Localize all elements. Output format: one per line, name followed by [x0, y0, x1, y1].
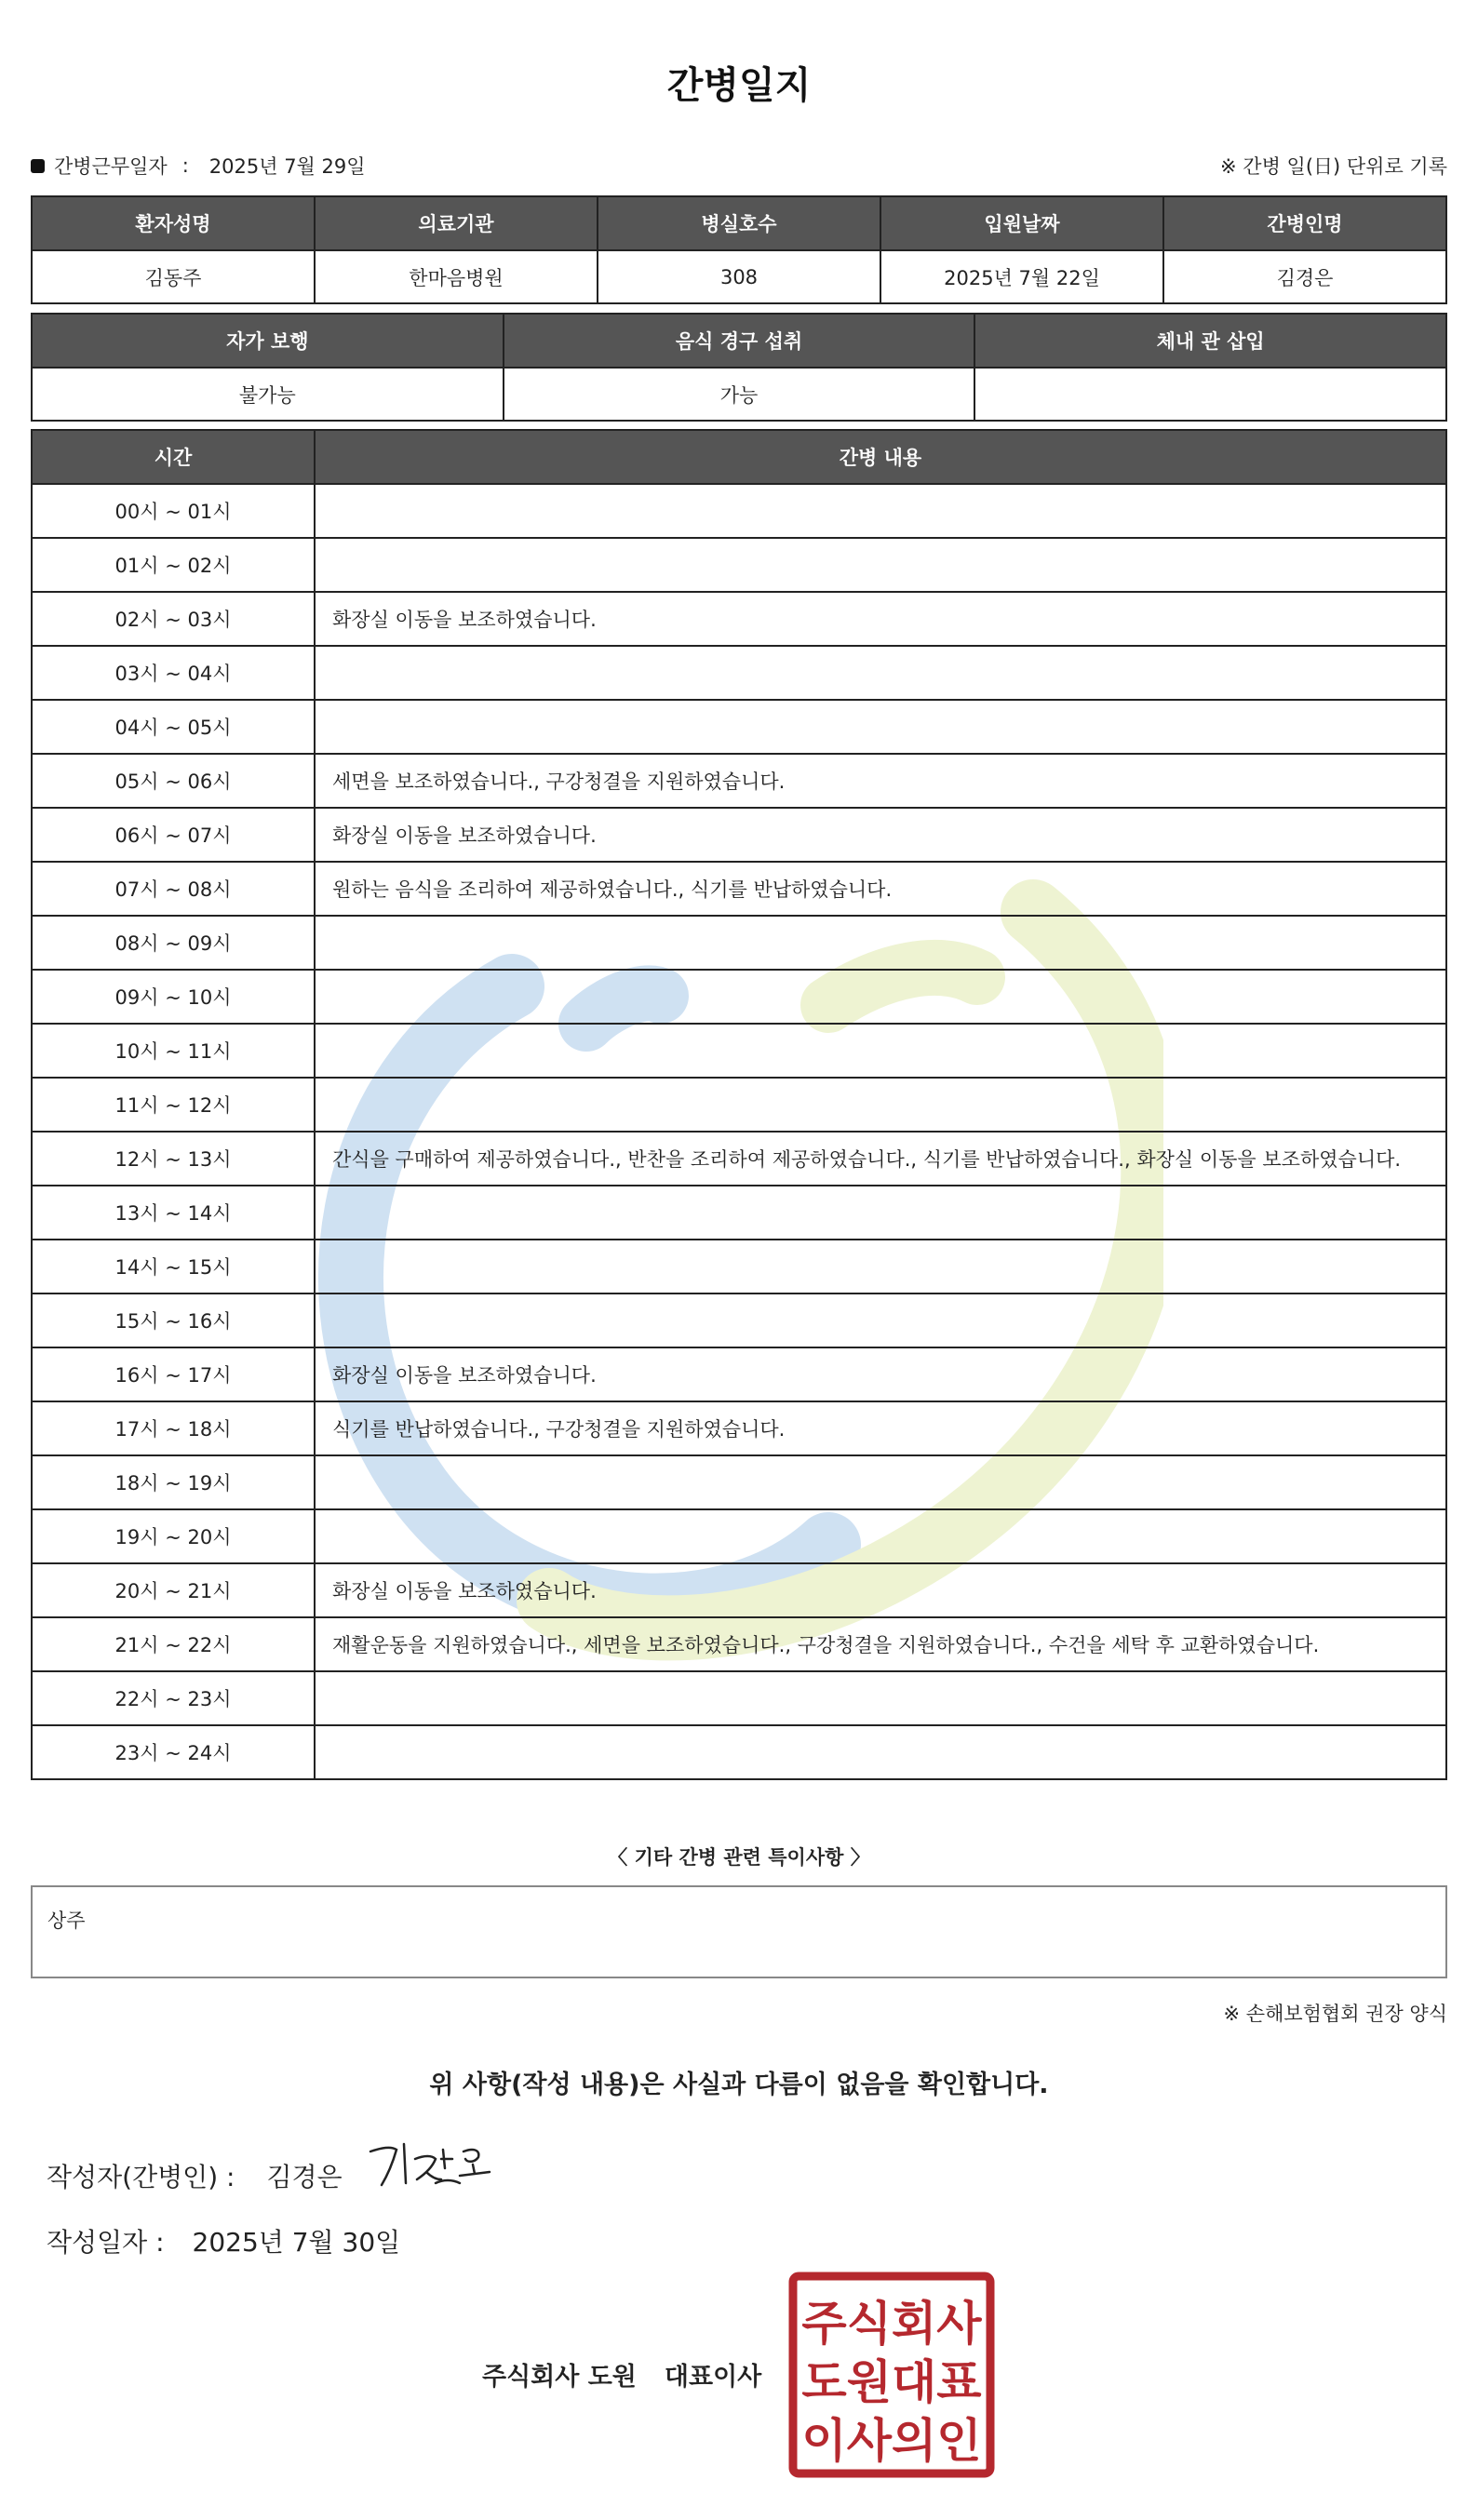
care-content: [315, 1455, 1446, 1509]
care-content: [315, 1671, 1446, 1725]
write-date-row: [47, 2222, 400, 2259]
daily-record-note: ※ 간병 일(日) 단위로 기록: [1220, 155, 1447, 178]
time-slot: 20시 ~ 21시: [32, 1563, 315, 1617]
company-seal-stamp: [787, 2271, 996, 2479]
time-slot: 22시 ~ 23시: [32, 1671, 315, 1725]
care-content: 화장실 이동을 보조하였습니다.: [315, 1563, 1446, 1617]
time-slot: 05시 ~ 06시: [32, 754, 315, 808]
table-row: [32, 1240, 1446, 1294]
ceo-label: 대표이사: [664, 2363, 762, 2392]
care-content: 화장실 이동을 보조하였습니다.: [315, 808, 1446, 862]
table-row: [32, 484, 1446, 538]
write-date-value: 2025년 7월 30일: [192, 2227, 401, 2258]
care-content: [315, 700, 1446, 754]
seal-line-2: 도원대표: [801, 2355, 982, 2409]
time-slot: 01시 ~ 02시: [32, 538, 315, 592]
time-slot: 11시 ~ 12시: [32, 1078, 315, 1132]
care-content: [315, 916, 1446, 970]
care-content: 식기를 반납하였습니다., 구강청결을 지원하였습니다.: [315, 1401, 1446, 1455]
care-content: [315, 1186, 1446, 1240]
header-room-number: 병실호수: [598, 196, 880, 250]
care-content: 재활운동을 지원하였습니다., 세면을 보조하였습니다., 구강청결을 지원하였습니다., 수건을 세탁 후 교환하였습니다.: [315, 1617, 1446, 1671]
table-row: [32, 592, 1446, 646]
care-content: [315, 970, 1446, 1024]
table-row: [32, 1294, 1446, 1347]
table-row: [32, 646, 1446, 700]
care-content: 간식을 구매하여 제공하였습니다., 반찬을 조리하여 제공하였습니다., 식기를 반납하였습니다., 화장실 이동을 보조하였습니다.: [315, 1132, 1446, 1186]
work-date-label: 간병근무일자: [54, 155, 168, 178]
care-content: 세면을 보조하였습니다., 구강청결을 지원하였습니다.: [315, 754, 1446, 808]
seal-line-1: 주식회사: [801, 2297, 982, 2351]
table-row: [32, 754, 1446, 808]
header-oral-intake: 음식 경구 섭취: [504, 314, 975, 368]
company-signature-line: [482, 2356, 761, 2393]
time-slot: 13시 ~ 14시: [32, 1186, 315, 1240]
time-slot: 00시 ~ 01시: [32, 484, 315, 538]
header-self-walking: 자가 보행: [32, 314, 504, 368]
header-caregiver-name: 간병인명: [1163, 196, 1446, 250]
header-care-content: 간병 내용: [315, 430, 1446, 484]
table-row: [32, 1024, 1446, 1078]
table-row: [32, 862, 1446, 916]
work-date-separator: :: [181, 154, 189, 177]
confirmation-statement: 위 사항(작성 내용)은 사실과 다름이 없음을 확인합니다.: [429, 2071, 1049, 2099]
time-slot: 04시 ~ 05시: [32, 700, 315, 754]
time-slot: 21시 ~ 22시: [32, 1617, 315, 1671]
time-slot: 03시 ~ 04시: [32, 646, 315, 700]
seal-line-3: 이사의인: [801, 2414, 982, 2468]
header-tube-insertion: 체내 관 삽입: [974, 314, 1446, 368]
time-slot: 23시 ~ 24시: [32, 1725, 315, 1779]
table-row: [32, 1563, 1446, 1617]
table-row: [32, 1671, 1446, 1725]
table-row: [32, 1401, 1446, 1455]
time-slot: 14시 ~ 15시: [32, 1240, 315, 1294]
tube-insertion-value: [974, 368, 1446, 421]
time-slot: 10시 ~ 11시: [32, 1024, 315, 1078]
table-row: [32, 970, 1446, 1024]
table-row: [32, 1132, 1446, 1186]
time-slot: 02시 ~ 03시: [32, 592, 315, 646]
admission-date: 2025년 7월 22일: [880, 250, 1163, 303]
table-row: [32, 1186, 1446, 1240]
work-date-row: [31, 152, 1447, 183]
caregiver-name: 김경은: [1163, 250, 1446, 303]
time-slot: 06시 ~ 07시: [32, 808, 315, 862]
care-content: 화장실 이동을 보조하였습니다.: [315, 592, 1446, 646]
care-content: 원하는 음식을 조리하여 제공하였습니다., 식기를 반납하였습니다.: [315, 862, 1446, 916]
care-content: [315, 1078, 1446, 1132]
time-slot: 16시 ~ 17시: [32, 1347, 315, 1401]
patient-info-table: [31, 195, 1447, 304]
time-slot: 17시 ~ 18시: [32, 1401, 315, 1455]
writer-name: 김경은: [266, 2162, 343, 2192]
care-content: [315, 1240, 1446, 1294]
care-content: [315, 1294, 1446, 1347]
handwritten-signature: [363, 2131, 503, 2196]
table-row: [32, 1078, 1446, 1132]
room-number: 308: [598, 250, 880, 303]
table-row: [32, 1347, 1446, 1401]
header-admission-date: 입원날짜: [880, 196, 1163, 250]
patient-name: 김동주: [32, 250, 315, 303]
time-slot: 07시 ~ 08시: [32, 862, 315, 916]
care-content: [315, 646, 1446, 700]
remarks-box: [31, 1885, 1447, 1978]
time-slot: 18시 ~ 19시: [32, 1455, 315, 1509]
oral-intake-value: 가능: [504, 368, 975, 421]
table-row: [32, 916, 1446, 970]
table-row: [32, 1617, 1446, 1671]
company-name: 주식회사 도원: [482, 2363, 637, 2392]
writer-row: [47, 2157, 343, 2194]
time-slot: 09시 ~ 10시: [32, 970, 315, 1024]
header-hospital: 의료기관: [315, 196, 598, 250]
table-row: [32, 808, 1446, 862]
table-row: [32, 1509, 1446, 1563]
table-row: [32, 700, 1446, 754]
hospital-name: 한마음병원: [315, 250, 598, 303]
care-content: [315, 1725, 1446, 1779]
footnote: ※ 손해보험협회 권장 양식: [1223, 2003, 1447, 2025]
header-time: 시간: [32, 430, 315, 484]
care-content: [315, 484, 1446, 538]
table-row: [32, 1455, 1446, 1509]
care-content: 화장실 이동을 보조하였습니다.: [315, 1347, 1446, 1401]
remarks-title: 〈 기타 간병 관련 특이사항 〉: [608, 1846, 870, 1869]
time-slot: 19시 ~ 20시: [32, 1509, 315, 1563]
time-slot: 15시 ~ 16시: [32, 1294, 315, 1347]
document-title: 간병일지: [666, 64, 812, 107]
header-patient-name: 환자성명: [32, 196, 315, 250]
table-row: [32, 1725, 1446, 1779]
remarks-text: 상주: [47, 1910, 86, 1932]
bullet-icon: [31, 159, 45, 173]
time-slot: 12시 ~ 13시: [32, 1132, 315, 1186]
care-content: [315, 1024, 1446, 1078]
care-content: [315, 1509, 1446, 1563]
care-content: [315, 538, 1446, 592]
table-row: [32, 538, 1446, 592]
care-log-table: [31, 429, 1447, 1780]
writer-label: 작성자(간병인) :: [47, 2162, 235, 2192]
patient-status-table: [31, 313, 1447, 422]
write-date-label: 작성일자 :: [47, 2227, 165, 2258]
self-walking-value: 불가능: [32, 368, 504, 421]
time-slot: 08시 ~ 09시: [32, 916, 315, 970]
work-date-value: 2025년 7월 29일: [208, 155, 366, 178]
